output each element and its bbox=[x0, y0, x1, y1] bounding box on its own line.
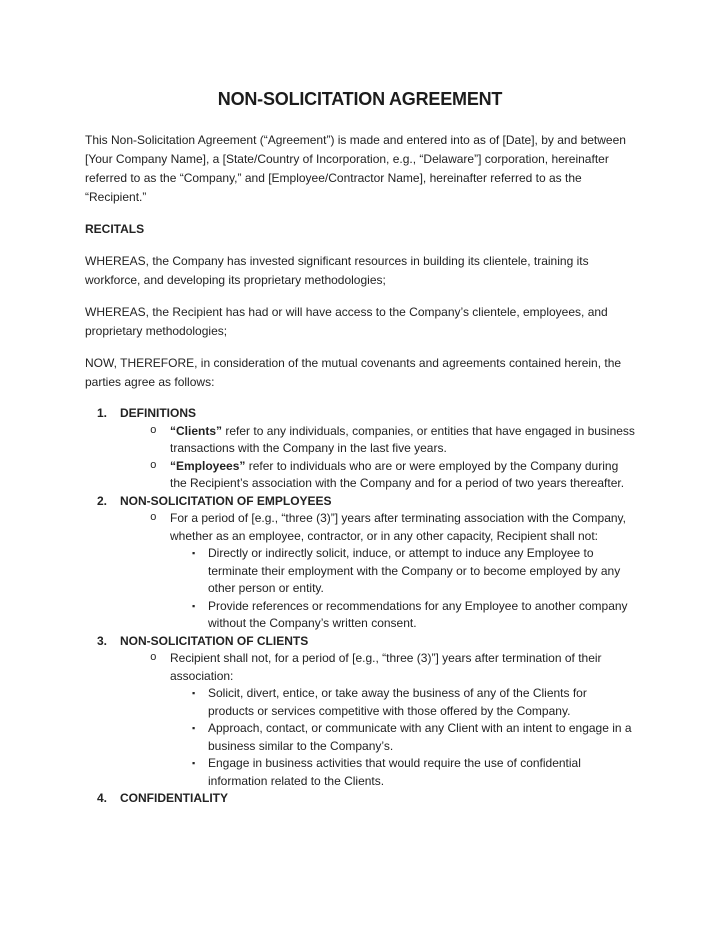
section-1-number: 1. bbox=[97, 406, 108, 420]
section-2-title: NON-SOLICITATION OF EMPLOYEES bbox=[120, 493, 332, 508]
list-item-text bbox=[170, 650, 635, 685]
square-bullet-icon: ▪ bbox=[192, 723, 196, 733]
document-content bbox=[85, 88, 635, 808]
sub-list-item bbox=[85, 685, 635, 720]
section-2-number: 2. bbox=[97, 493, 108, 508]
recitals-heading: RECITALS bbox=[85, 222, 145, 236]
sub-list-item bbox=[85, 545, 635, 598]
list-item bbox=[85, 423, 635, 458]
list-item bbox=[85, 510, 635, 545]
sub-list-item-text: Provide references or recommendations for any Employee to another company without the Company’s written consent. bbox=[208, 598, 628, 630]
circle-bullet-icon: o bbox=[150, 512, 157, 524]
list-item-text bbox=[170, 423, 635, 458]
sub-list-item-text: Directly or indirectly solicit, induce, or attempt to induce any Employee to terminate their employment with the Company or to become employed by any other person or entity. bbox=[208, 546, 621, 595]
sub-list-item-text: Solicit, divert, entice, or take away the business of any of the Clients for products or services competitive with those offered by the Company. bbox=[208, 686, 587, 718]
now-therefore-clause: NOW, THEREFORE, in consideration of the mutual covenants and agreements contained herein, the parties agree as follows: bbox=[85, 356, 622, 389]
whereas-clause-1: WHEREAS, the Company has invested significant resources in building its clientele, training its workforce, and developing its proprietary methodologies; bbox=[85, 254, 589, 287]
list-item-body: refer to any individuals, companies, or entities that have engaged in business transactions with the Company in the last five years. bbox=[170, 423, 635, 455]
square-bullet-icon: ▪ bbox=[192, 600, 196, 611]
section-3-heading-row bbox=[85, 633, 635, 651]
agreement-sections-list bbox=[85, 405, 635, 808]
list-item-body: For a period of [e.g., “three (3)”] years after terminating association with the Company, whether as an employee, contractor, or in any other capacity, Recipient shall not: bbox=[170, 511, 626, 543]
section-1-title: DEFINITIONS bbox=[120, 406, 197, 420]
square-bullet-icon: ▪ bbox=[192, 548, 196, 558]
sub-list-item bbox=[85, 755, 635, 790]
circle-bullet-icon: o bbox=[150, 652, 157, 664]
list-item bbox=[85, 650, 635, 685]
circle-bullet-icon: o bbox=[150, 459, 157, 472]
intro-paragraph: This Non-Solicitation Agreement (“Agreement”) is made and entered into as of [Date], by and between [Your Company Name], a [State/Country of Incorporation, e.g., “Delaware”] corporation, hereinafter referred to as the “Company,” and [Employee/Contractor Name], hereinafter referred to as the “Recipient.” bbox=[85, 133, 626, 204]
square-bullet-icon: ▪ bbox=[192, 688, 196, 698]
section-1-heading-row bbox=[85, 405, 635, 423]
square-bullet-icon: ▪ bbox=[192, 758, 196, 768]
sub-list-item-text: Approach, contact, or communicate with any Client with an intent to engage in a business similar to the Company’s. bbox=[208, 721, 632, 753]
defined-term: “Clients” bbox=[170, 423, 223, 438]
section-3-number: 3. bbox=[97, 633, 108, 648]
document-title: NON-SOLICITATION AGREEMENT bbox=[217, 89, 503, 109]
sub-list-item bbox=[85, 598, 635, 633]
section-4-number: 4. bbox=[97, 791, 108, 805]
whereas-clause-2: WHEREAS, the Recipient has had or will have access to the Company’s clientele, employees, and proprietary methodologies; bbox=[85, 305, 608, 338]
list-item-text bbox=[170, 458, 635, 493]
list-item-text bbox=[170, 510, 635, 545]
list-item-body: refer to individuals who are or were employed by the Company during the Recipient’s association with the Company and for a period of two years thereafter. bbox=[170, 458, 625, 490]
section-3-title: NON-SOLICITATION OF CLIENTS bbox=[120, 633, 309, 648]
list-item-body: Recipient shall not, for a period of [e.g., “three (3)”] years after termination of their association: bbox=[170, 651, 602, 683]
section-4-title: CONFIDENTIALITY bbox=[120, 791, 228, 805]
list-item bbox=[85, 458, 635, 493]
defined-term: “Employees” bbox=[170, 458, 246, 473]
circle-bullet-icon: o bbox=[150, 424, 157, 437]
sub-list-item bbox=[85, 720, 635, 755]
section-2-heading-row bbox=[85, 493, 635, 511]
sub-list-item-text: Engage in business activities that would require the use of confidential information related to the Clients. bbox=[208, 756, 581, 788]
section-4-heading-row bbox=[85, 790, 635, 808]
